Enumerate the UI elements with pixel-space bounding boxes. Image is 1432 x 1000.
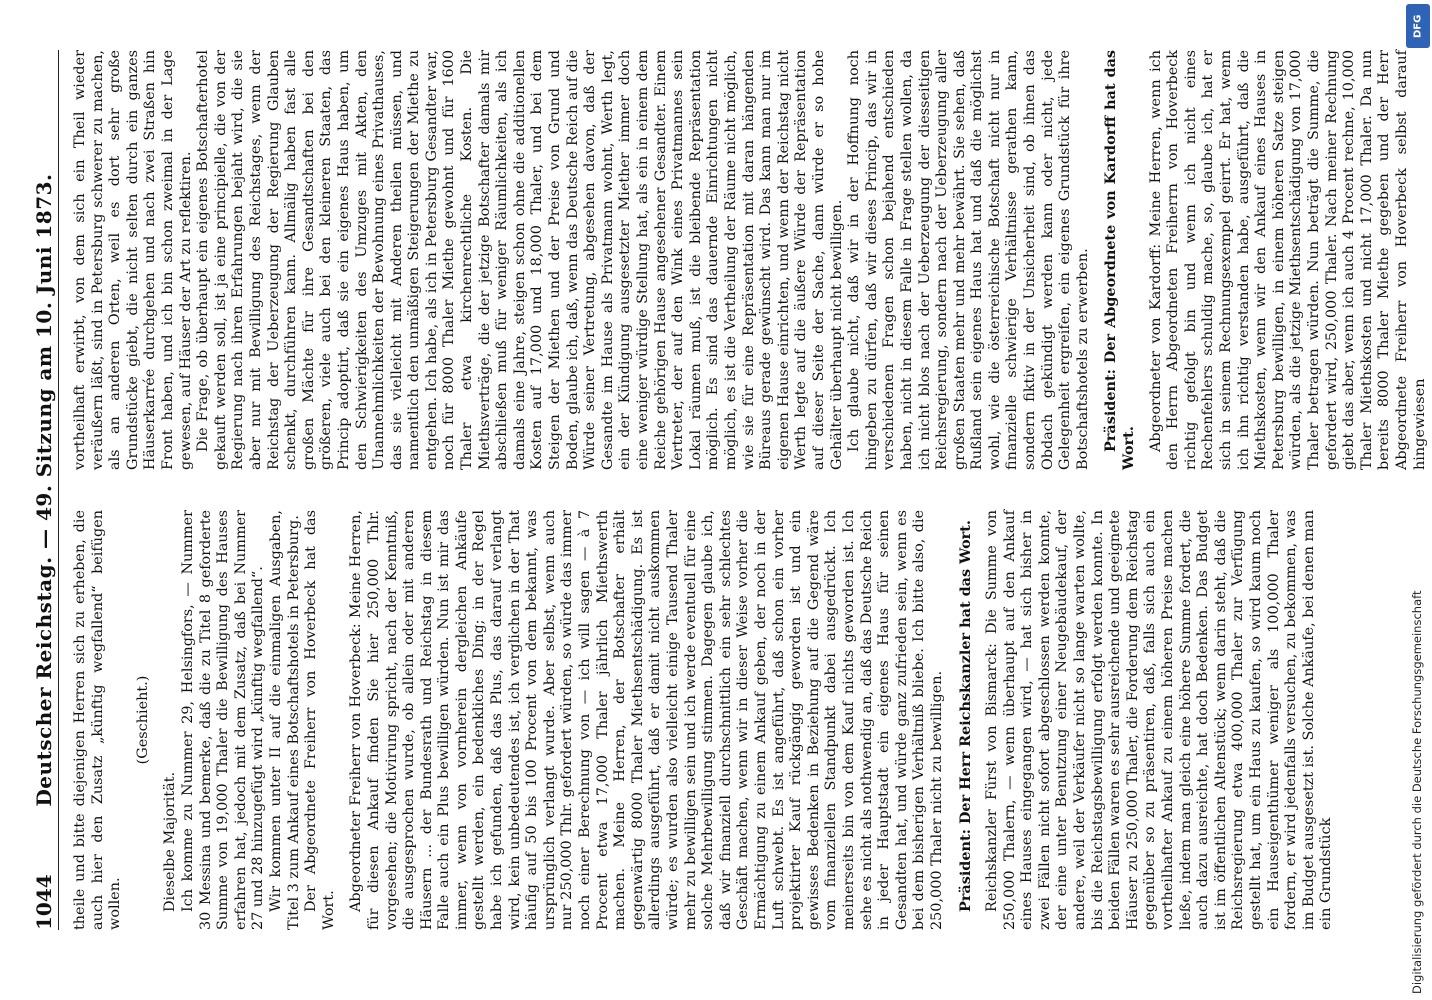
page-header	[28, 50, 59, 930]
paragraph: Wir kommen unter II auf die einmaligen Ausgaben, Titel 3 zum Ankauf eines Botschaftshotels in Petersburg.	[267, 510, 302, 930]
paragraph: theile und bitte diejenigen Herren sich zu erheben, die auch hier den Zusatz „künftig wegfallend“ beifügen wollen.	[72, 510, 124, 930]
paragraph: Die Frage, ob überhaupt ein eigenes Botschafterhotel gekauft werden soll, ist ja eine principielle, die von der Regierung nach ihren Erfahrungen bejaht wird, die sie aber nur mit Bewilligung des Reichstages, wenn der Reichstag der Ueberzeugung der Regierung Glauben schenkt, durchführen kann. Allmälig haben fast alle großen Mächte für ihre Gesandtschaften bei den größeren, viele auch bei den kleineren Staaten, das Princip adoptirt, daß sie ein eigenes Haus haben, um den Schwierigkeiten des Umzuges mit Akten, den Unannehmlichkeiten der Bewohnung eines Privathauses, das sie vielleicht mit Anderen theilen müssen, und namentlich den unmäßigen Steigerungen der Miethe zu entgehen. Ich habe, als ich in Petersburg Gesandter war, noch für 8000 Thaler Miethe gewohnt und für 1600 Thaler etwa kirchenrechtliche Kosten. Die Miethsverträge, die der jetzige Botschafter damals mir abschließen muß für weniger Räumlichkeiten, als ich damals eine Jahre, steigen schon ohne die additionellen Kosten auf 17,000 und 18,000 Thaler, und bei dem Steigen der Miethen und der Preise von Grund und Boden, glaube ich, daß, wenn das Deutsche Reich auf die Würde seiner Vertretung, abgesehen davon, daß der Gesandte im Hause als Privatmann wohnt, Werth legt, ein der Kündigung ausgesetzter Miether immer doch eine weniger würdige Stellung hat, als ein in einem dem Reiche gehörigen Hause angesehener Gesandter. Einem Vertreter, der auf den Wink eines Privatmannes sein Lokal räumen muß, ist die bleibende Repräsentation möglich. Es sind das dauernde Einrichtungen nicht möglich, es ist die Vertheilung der Räume nicht möglich, wie sie für eine Repräsentation mit daran hängenden Büreaus gerade gewünscht wird. Das kann man nur im eigenen Hause einrichten, und wenn der Reichstag nicht Werth legte auf die äußere Würde der Repräsentation auf dieser Seite der Sache, dann würde er so hohe Gehälter überhaupt nicht bewilligen.	[195, 50, 845, 470]
paragraph: Präsident: Der Abgeordnete von Kardorff hat das Wort.	[1102, 50, 1138, 470]
paragraph: Ich glaube nicht, daß wir in der Hoffnung noch hingeben zu dürfen, daß wir dieses Princip, das wir in verschiedenen Fragen schon bejahend entschieden haben, nicht in diesem Falle in Frage stellen wollen, da ich nicht blos nach der Ueberzeugung der diesseitigen Reichsregierung, sondern nach der Ueberzeugung aller großen Staaten mehr und mehr bewährt. Sie sehen, daß Rußland sein eigenes Haus hat und daß die möglichst wohl, wie die österreichische Botschaft nicht nur in finanzielle schwierige Verhältnisse gerathen kann, sondern fiktiv in der Unsicherheit sind, ob ihnen das Obdach gekündigt werden kann oder nicht, jede Gelegenheit ergreifen, ein eigenes Grundstück für ihre Botschaftshotels zu erwerben.	[846, 50, 1091, 470]
left-column	[72, 510, 1335, 930]
paragraph: Abgeordneter von Kardorff: Meine Herren, wenn ich den Herrn Abgeordneten Freiherrn von Hoverbeck richtig gefolgt bin und wenn ich nicht eines Rechenfehlers schuldig mache, so, glaube ich, hat er sich in seinem Rechnungsexempel geirrt. Er hat, wenn ich ihn richtig verstanden habe, ausgeführt, daß die Miethskosten, wenn wir den Ankauf eines Hauses in Petersburg bewilligen, in einem höheren Satze steigen würden, als die jetzige Miethsentschädigung von 17,000 Thaler betragen würden. Nun beträgt die Summe, die gefordert wird, 250,000 Thaler. Nach meiner Rechnung giebt das aber, wenn ich auch 4 Procent rechne, 10,000 Thaler Miethskosten und nicht 17,000 Thaler. Da nun bereits 8000 Thaler Miethe gegeben und der Herr Abgeordnete Freiherr von Hoverbeck selbst darauf hingewiesen	[1147, 50, 1428, 470]
right-column	[72, 50, 1428, 470]
paragraph: Ich komme zu Nummer 29, Helsingfors, — Nummer 30 Messina und bemerke, daß die zu Titel 8 geforderte Summe von 19,000 Thaler die Bewilligung des Hauses erfahren hat, jedoch mit dem Zusatz, daß bei Nummer 27 und 28 hinzugefügt wird „künftig wegfallend“.	[179, 510, 267, 930]
paragraph: Der Abgeordnete Freiherr von Hoverbeck hat das Wort.	[303, 510, 337, 930]
digitization-note: Digitalisierung gefördert durch die Deutsche Forschungsgemeinschaft	[1410, 590, 1424, 994]
page-number: 1044	[32, 874, 56, 930]
running-head: Deutscher Reichstag. — 49. Sitzung am 10. Juni 1873.	[32, 173, 56, 807]
paragraph: vortheilhaft erwirbt, von dem sich ein Theil wieder veräußern läßt, sind in Petersburg schwerer zu machen, als an anderen Orten, weil es dort sehr große Grundstücke giebt, die nicht selten durch ein ganzes Häuserkarrée durchgehen und nach zwei Straßen hin Front haben, und ich bin schon zweimal in der Lage gewesen, auf Häuser der Art zu reflektiren.	[72, 50, 194, 470]
paragraph: Abgeordneter Freiherr von Hoverbeck: Meine Herren, für diesen Ankauf finden Sie hier 250,000 Thlr. vorgesehen; die Motivirung spricht, nach der Kenntniß, die ausgesprochen wurde, ob allein oder mit anderen Häusern ... der Bundesrath und Reichstag in diesem Falle auch ein Plus bewilligen würden. Nun ist mir das immer, wenn von vornherein dergleichen Ankäufe gestellt werden, ein bedenkliches Ding; in der Regel habe ich gefunden, daß das Plus, das darauf verlangt wird, kein unbedeutendes ist, ich verglichen in der That häufig auf 50 bis 100 Procent von dem bekannt, was ursprünglich verlangt wurde. Aber selbst, wenn auch nur 250,000 Thlr. gefordert würden, so würde das immer noch einer Berechnung von — ich will sagen — à 7 Procent etwa 17,000 Thaler jährlich Miethswerth machen. Meine Herren, der Botschafter erhält gegenwärtig 8000 Thaler Miethsentschädigung. Es ist allerdings ausgeführt, daß er damit nicht auskommen würde; es wurden also vielleicht einige Tausend Thaler mehr zu bewilligen sein und ich werde eventuell für eine solche Mehrbewilligung stimmen. Dagegen glaube ich, daß wir finanziell durchschnittlich ein sehr schlechtes Geschäft machen, wenn wir in dieser Weise vorher die Ermächtigung zu einem Ankauf geben, der noch in der Luft schwebt. Es ist angeführt, daß schon ein vorher projektirter Kauf rückgängig geworden ist und ein gewisses Bedenken in Beziehung auf die Gegend wäre vom finanziellen Standpunkt dabei ausgedrückt. Ich meinerseits bin von dem Kauf nichts geworden ist. Ich sehe es nicht als nothwendig an, daß das Deutsche Reich in jeder Hauptstadt ein eigenes Haus für seinen Gesandten hat, und würde ganz zufrieden sein, wenn es bei dem bisherigen Verhältniß bliebe. Ich bitte also, die 250,000 Thaler nicht zu bewilligen.	[348, 510, 945, 930]
paragraph: Präsident: Der Herr Reichskanzler hat das Wort.	[956, 520, 974, 912]
paragraph: Reichskanzler Fürst von Bismarck: Die Summe von 250,000 Thalern, — wenn überhaupt auf den Ankauf eines Hauses eingegangen wird, — hat sich bisher in zwei Fällen nicht sofort abgeschlossen werden konnte, der eine unter Benutzung einer Neugebäudekauf, der andere, weil der Verkäufer nicht so lange warten wollte, bis die Reichstagsbewilligung erfolgt werden konnte. In beiden Fällen waren es sehr ausreichende und geeignete Häuser zu 250,000 Thaler, die Forderung dem Reichstag gegenüber so zu präsentiren, daß, falls sich auch ein vortheilhafter Ankauf zu einem höheren Preise machen ließe, indem man gleich eine höhere Summe fordert, die auch dazu ausreichte, hat doch Bedenken. Das Budget ist im öffentlichen Altenstück; wenn darin steht, daß die Reichsregierung etwa 400,000 Thaler zur Verfügung gestellt hat, um ein Haus zu kaufen, so wird kaum noch ein Hauseigenthümer weniger als 100,000 Thaler fordern, er wird jedenfalls versuchen, zu bekommen, was im Budget ausgesetzt ist. Solche Ankäufe, bei denen man ein Grundstück	[984, 510, 1335, 930]
paragraph: (Geschieht.)	[134, 675, 151, 765]
paragraph: Dieselbe Majorität.	[162, 771, 179, 912]
dfg-logo: DFG	[1406, 4, 1430, 48]
